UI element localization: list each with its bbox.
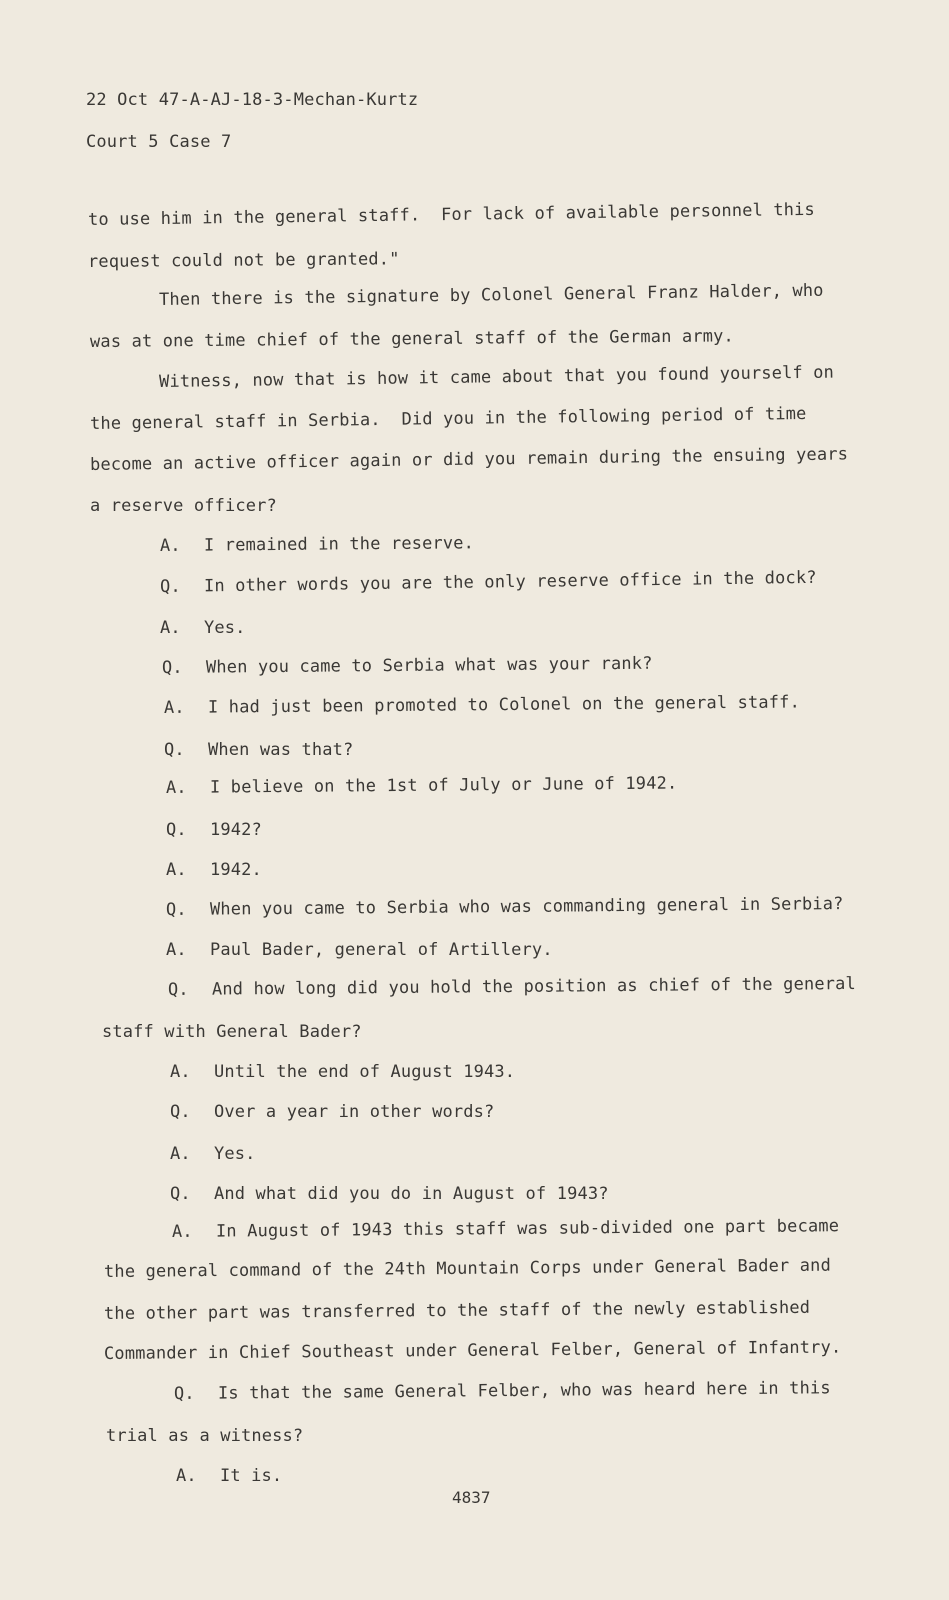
qa-text: When was that? bbox=[208, 740, 354, 760]
qa-line bbox=[170, 1144, 256, 1164]
header-case-line: 22 Oct 47-A-AJ-18-3-Mechan-Kurtz bbox=[86, 90, 419, 110]
qa-label: A. bbox=[170, 1144, 191, 1164]
qa-line bbox=[162, 654, 653, 678]
body-line: become an active officer again or did you remain during the ensuing years bbox=[89, 444, 849, 475]
qa-text: Yes. bbox=[214, 1144, 256, 1164]
qa-continuation: Commander in Chief Southeast under General Felber, General of Infantry. bbox=[103, 1337, 842, 1364]
qa-line bbox=[172, 1216, 839, 1242]
qa-line bbox=[166, 940, 553, 960]
qa-text: Is that the same General Felber, who was heard here in this bbox=[217, 1378, 831, 1404]
body-line: the general staff in Serbia. Did you in the following period of time bbox=[89, 403, 807, 434]
qa-text: 1942. bbox=[210, 860, 262, 880]
qa-label: Q. bbox=[165, 899, 187, 920]
header-court-line: Court 5 Case 7 bbox=[86, 132, 232, 152]
body-line: request could not be granted." bbox=[87, 249, 400, 272]
qa-line bbox=[160, 568, 817, 597]
qa-text: I believe on the 1st of July or June of 1942. bbox=[209, 773, 678, 798]
qa-line bbox=[164, 740, 353, 760]
qa-line bbox=[166, 820, 262, 840]
qa-text: Until the end of August 1943. bbox=[214, 1062, 516, 1082]
page-number: 4837 bbox=[452, 1488, 491, 1507]
qa-label: Q. bbox=[170, 1184, 191, 1204]
body-line: to use him in the general staff. For lack of available personnel this bbox=[87, 199, 816, 230]
qa-text: I had just been promoted to Colonel on the general staff. bbox=[207, 692, 801, 718]
qa-continuation: staff with General Bader? bbox=[102, 1022, 362, 1042]
qa-label: Q. bbox=[159, 576, 181, 597]
qa-line bbox=[168, 974, 856, 1000]
qa-label: Q. bbox=[161, 657, 183, 678]
qa-text: Over a year in other words? bbox=[214, 1102, 495, 1122]
qa-label: Q. bbox=[167, 979, 189, 1000]
qa-label: A. bbox=[170, 1062, 191, 1082]
qa-text: I remained in the reserve. bbox=[203, 533, 475, 556]
qa-text: And what did you do in August of 1943? bbox=[214, 1184, 609, 1204]
qa-text: When you came to Serbia what was your rank? bbox=[205, 653, 653, 678]
qa-label: A. bbox=[171, 1221, 193, 1242]
qa-label: A. bbox=[165, 777, 187, 798]
qa-line bbox=[170, 1102, 494, 1122]
qa-line bbox=[170, 1184, 609, 1204]
qa-line bbox=[160, 533, 474, 556]
qa-text: When you came to Serbia who was commanding general in Serbia? bbox=[209, 894, 844, 920]
qa-text: 1942? bbox=[210, 820, 262, 840]
qa-label: A. bbox=[166, 860, 187, 880]
qa-label: Q. bbox=[173, 1383, 195, 1404]
body-line: Then there is the signature by Colonel General Franz Halder, who bbox=[158, 280, 824, 310]
qa-label: A. bbox=[176, 1466, 197, 1486]
qa-continuation: trial as a witness? bbox=[106, 1426, 304, 1446]
qa-label: Q. bbox=[170, 1102, 191, 1122]
qa-line bbox=[164, 692, 800, 718]
qa-label: A. bbox=[163, 697, 185, 718]
qa-text: It is. bbox=[220, 1466, 283, 1486]
qa-line bbox=[166, 860, 262, 880]
body-line: was at one time chief of the general staff of the German army. bbox=[89, 326, 734, 352]
qa-continuation: the general command of the 24th Mountain Corps under General Bader and bbox=[103, 1255, 832, 1282]
qa-line bbox=[170, 1062, 515, 1082]
qa-text: Yes. bbox=[204, 618, 246, 638]
qa-label: Q. bbox=[166, 820, 187, 840]
qa-label: A. bbox=[159, 535, 181, 556]
qa-label: Q. bbox=[164, 740, 185, 760]
body-line: Witness, now that is how it came about that you found yourself on bbox=[158, 362, 835, 392]
qa-text: In August of 1943 this staff was sub-divided one part became bbox=[215, 1216, 840, 1242]
body-line: a reserve officer? bbox=[90, 496, 277, 516]
qa-label: A. bbox=[166, 940, 187, 960]
qa-line bbox=[174, 1378, 831, 1404]
qa-text: In other words you are the only reserve office in the dock? bbox=[203, 567, 817, 597]
qa-continuation: the other part was transferred to the staff of the newly established bbox=[103, 1297, 811, 1324]
qa-label: A. bbox=[160, 618, 181, 638]
qa-text: And how long did you hold the position as chief of the general bbox=[211, 973, 856, 1000]
qa-line bbox=[176, 1466, 282, 1486]
qa-line bbox=[166, 774, 677, 798]
qa-line bbox=[160, 618, 246, 638]
qa-line bbox=[166, 894, 844, 920]
qa-text: Paul Bader, general of Artillery. bbox=[210, 940, 553, 960]
